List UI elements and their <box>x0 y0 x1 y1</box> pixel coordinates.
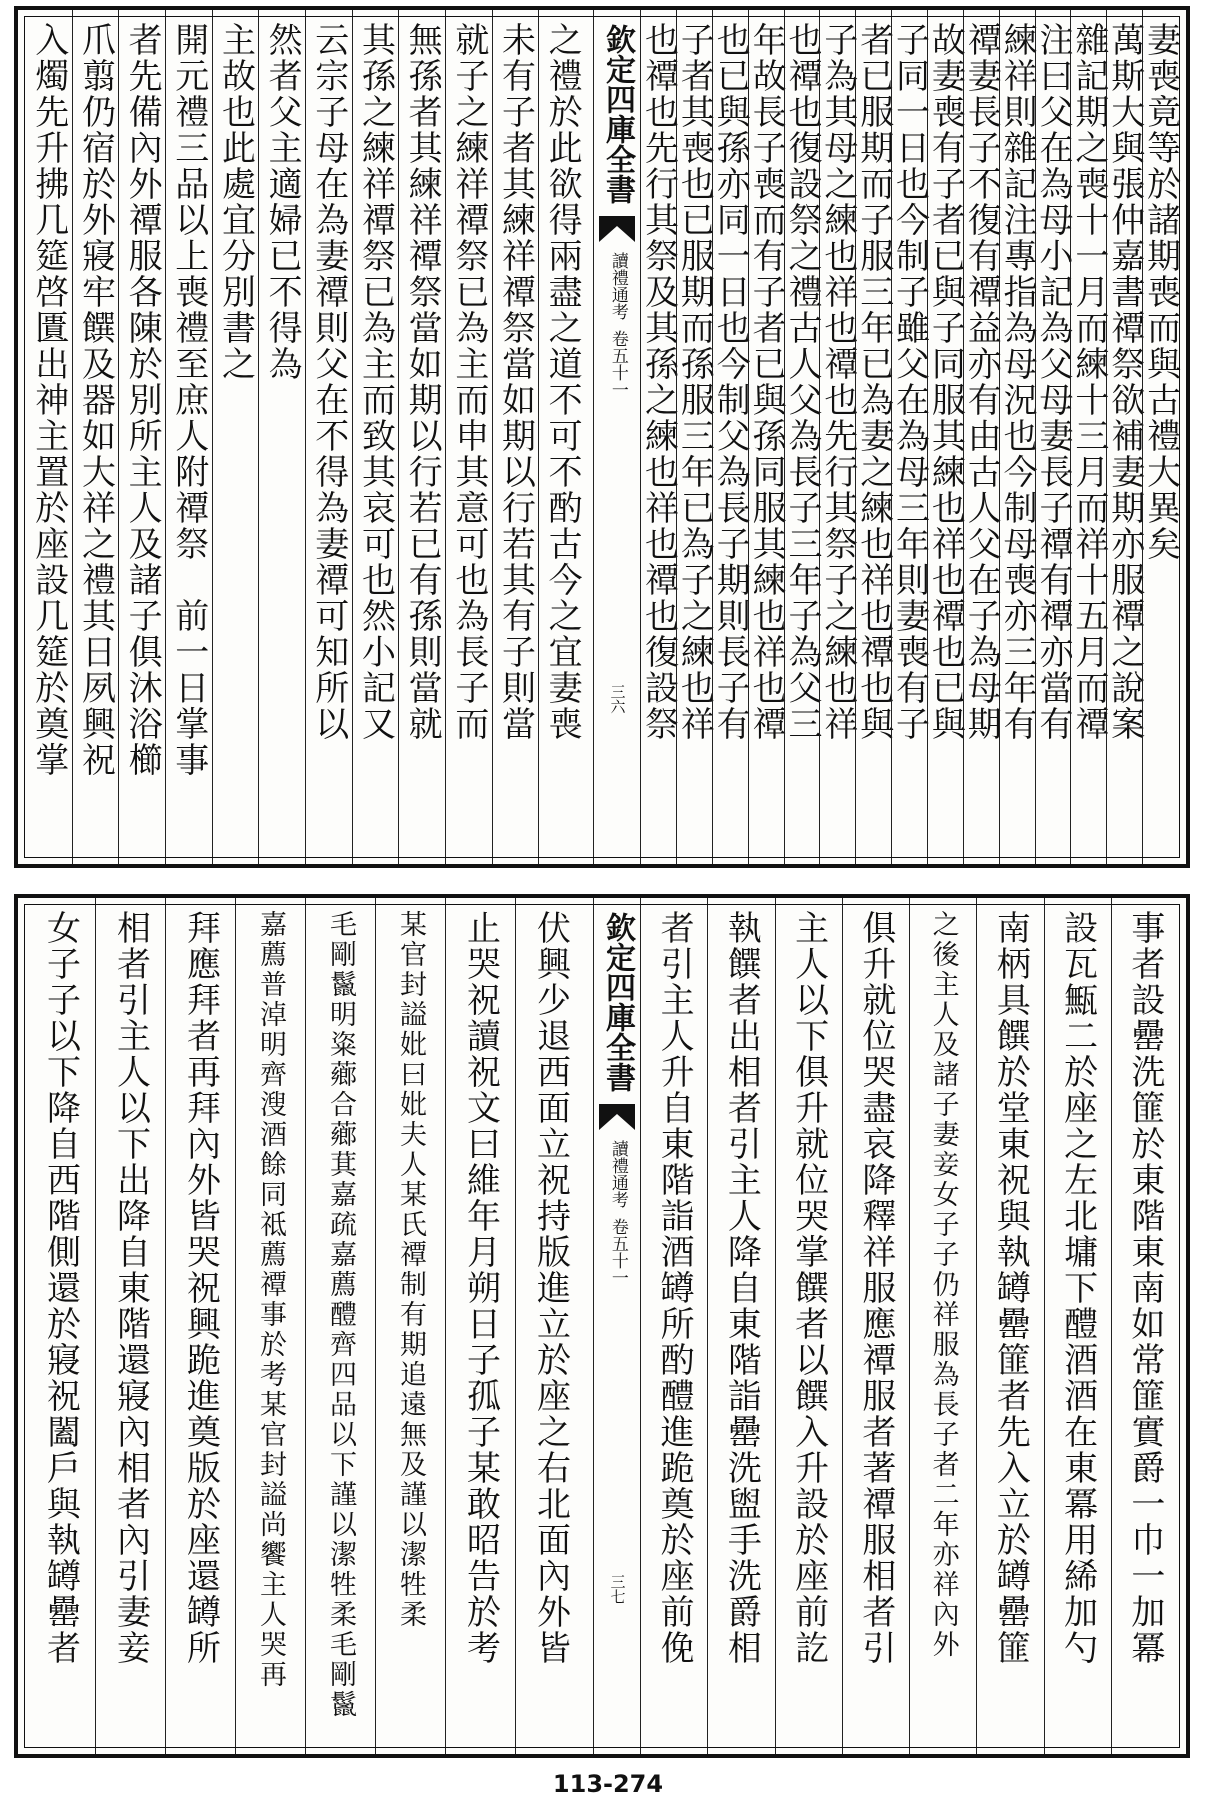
book-title: 欽定四庫全書 <box>600 24 635 204</box>
text-column <box>165 898 235 1754</box>
column-text: 入燭先升拂几筵啓匱出神主置於座設几筵於奠掌 <box>28 22 69 778</box>
column-text: 雜記期之喪十一月而練十三月而祥十五月而禫 <box>1068 22 1109 742</box>
text-column <box>976 898 1043 1754</box>
column-text: 拜應拜者再拜內外皆哭祝興跪進奠版於座還罇所 <box>180 910 221 1666</box>
bottom-page-center-strip <box>593 898 641 1754</box>
column-text: 禫妻長子不復有禫益亦有由古人父在子為母期 <box>961 22 1002 742</box>
text-column <box>95 898 165 1754</box>
text-column <box>674 10 715 864</box>
text-column <box>1044 898 1111 1754</box>
column-text: 無孫者其練祥禫祭當如期以行若已有孫則當就 <box>402 22 443 742</box>
column-text: 萬斯大與張仲嘉書禫祭欲補妻期亦服禫之說案 <box>1104 22 1145 742</box>
column-text: 云宗子母在為妻禫則父在不得為妻禫可知所以 <box>308 22 349 742</box>
text-column <box>889 10 930 864</box>
text-column <box>165 10 212 864</box>
book-title: 欽定四庫全書 <box>600 912 635 1092</box>
column-text: 止哭祝讀祝文曰維年月朔日子孤子某敢昭告於考 <box>460 910 501 1666</box>
bottom-page-left-columns <box>26 898 585 1754</box>
text-column <box>781 10 822 864</box>
text-column <box>352 10 399 864</box>
column-text: 相者引主人以下出降自東階還寢內相者內引妻妾 <box>110 910 151 1666</box>
text-column <box>538 10 585 864</box>
column-text: 也禫也復設祭之禮古人父為長子三年子為父三 <box>781 22 822 742</box>
text-column <box>909 898 976 1754</box>
column-text: 之禮於此欲得兩盡之道不可不酌古今之宜妻喪 <box>542 22 583 742</box>
column-text: 練祥則雜記注專指為母況也今制母喪亦三年有 <box>997 22 1038 742</box>
chapter-label: 卷五十一 <box>607 1218 628 1286</box>
text-column <box>775 898 842 1754</box>
text-column <box>445 10 492 864</box>
text-column <box>853 10 894 864</box>
column-text: 者引主人升自東階詣酒罇所酌醴進跪奠於座前俛 <box>654 910 695 1666</box>
column-text: 也禫也先行其祭及其孫之練也祥也禫也復設祭 <box>638 22 679 742</box>
text-column <box>997 10 1038 864</box>
text-column <box>26 898 95 1754</box>
column-text: 南柄具饌於堂東祝與執罇罍篚者先入立於罇罍篚 <box>990 910 1031 1666</box>
column-text: 嘉薦普淖明齊溲酒餘同祗薦禫事於考某官封謚尚饗主人哭再 <box>255 910 286 1690</box>
top-page-right-columns <box>638 10 1181 864</box>
column-text: 然者父主適婦已不得為 <box>262 22 303 382</box>
running-title: 讀禮通考 <box>607 252 628 320</box>
fish-tail-ornament-icon <box>599 1104 635 1130</box>
text-column <box>212 10 259 864</box>
column-text: 執饌者出相者引主人降自東階詣罍洗盥手洗爵相 <box>721 910 762 1666</box>
column-text: 年故長子喪而有子者已與孫同服其練也祥也禫 <box>746 22 787 742</box>
chapter-label: 卷五十一 <box>607 330 628 398</box>
column-text: 開元禮三品以上喪禮至庶人附禫祭 前一日掌事 <box>168 22 209 778</box>
column-text: 設瓦甒二於座之左北墉下醴酒酒在東冪用絺加勺 <box>1057 910 1098 1666</box>
top-page <box>14 6 1190 868</box>
column-text: 主人以下俱升就位哭掌饌者以饌入升設於座前訖 <box>788 910 829 1666</box>
column-text: 伏興少退西面立祝持版進立於座之右北面內外皆 <box>530 910 571 1666</box>
text-column <box>1068 10 1109 864</box>
text-column <box>305 10 352 864</box>
text-column <box>710 10 751 864</box>
text-column <box>1140 10 1181 864</box>
column-text: 其孫之練祥禫祭已為主而致其哀可也然小記又 <box>355 22 396 742</box>
column-text: 就子之練祥禫祭已為主而申其意可也為長子而 <box>448 22 489 742</box>
text-column <box>235 898 305 1754</box>
text-column <box>72 10 119 864</box>
text-column <box>118 10 165 864</box>
text-column <box>258 10 305 864</box>
page-footer: 113-274 <box>552 1770 664 1798</box>
column-text: 爪翦仍宿於外寢牢饌及器如大祥之禮其日夙興祝 <box>75 22 116 778</box>
text-column <box>375 898 445 1754</box>
column-text: 之後主人及諸子妻妾女子子仍祥服為長子者二年亦祥內外 <box>927 910 959 1660</box>
text-column <box>842 898 909 1754</box>
text-column <box>1032 10 1073 864</box>
text-column <box>638 10 679 864</box>
column-text: 毛剛鬣明粢薌合薌萁嘉疏嘉薦醴齊四品以下謹以潔牲柔毛剛鬣 <box>325 910 356 1720</box>
bottom-page <box>14 894 1190 1758</box>
column-text: 主故也此處宜分別書之 <box>215 22 256 382</box>
text-column <box>746 10 787 864</box>
text-column <box>817 10 858 864</box>
column-text: 者已服期而子服三年已為妻之練也祥也禫也與 <box>853 22 894 742</box>
text-column <box>641 898 707 1754</box>
column-text: 某官封謚妣曰妣夫人某氏禫制有期追遠無及謹以潔牲柔 <box>395 910 426 1630</box>
text-column <box>305 898 375 1754</box>
top-page-left-columns <box>26 10 585 864</box>
text-column <box>925 10 966 864</box>
column-text: 也已與孫亦同一日也今制父為長子期則長子有 <box>710 22 751 742</box>
text-column <box>445 898 515 1754</box>
column-text: 子者其喪也已服期而孫服三年已為子之練也祥 <box>674 22 715 742</box>
text-column <box>26 10 72 864</box>
text-column <box>961 10 1002 864</box>
text-column <box>1104 10 1145 864</box>
column-text: 妻喪竟等於諸期喪而與古禮大異矣 <box>1140 22 1181 562</box>
column-text: 俱升就位哭盡哀降釋祥服應禫服者著禫服相者引 <box>855 910 896 1666</box>
leaf-number: 三六 <box>608 684 627 714</box>
text-column <box>707 898 774 1754</box>
column-text: 故妻喪有子者已與子同服其練也祥也禫也已與 <box>925 22 966 742</box>
fish-tail-ornament-icon <box>599 216 635 242</box>
column-text: 子為其母之練也祥也禫也先行其祭子之練也祥 <box>817 22 858 742</box>
leaf-number: 三七 <box>608 1574 627 1604</box>
running-title: 讀禮通考 <box>607 1140 628 1208</box>
column-text: 事者設罍洗篚於東階東南如常篚實爵一巾一加冪 <box>1124 910 1165 1666</box>
column-text: 注曰父在為母小記為父母妻長子禫有禫亦當有 <box>1032 22 1073 742</box>
column-text: 者先備內外禫服各陳於別所主人及諸子俱沐浴櫛 <box>122 22 163 778</box>
column-text: 子同一日也今制子雖父在為母三年則妻喪有子 <box>889 22 930 742</box>
text-column <box>492 10 539 864</box>
text-column <box>1111 898 1178 1754</box>
column-text: 女子子以下降自西階側還於寢祝闔戶與執罇罍者 <box>40 910 81 1666</box>
text-column <box>515 898 585 1754</box>
top-page-center-strip <box>593 10 641 864</box>
bottom-page-right-columns <box>641 898 1178 1754</box>
column-text: 未有子者其練祥禫祭當如期以行若其有子則當 <box>495 22 536 742</box>
text-column <box>398 10 445 864</box>
